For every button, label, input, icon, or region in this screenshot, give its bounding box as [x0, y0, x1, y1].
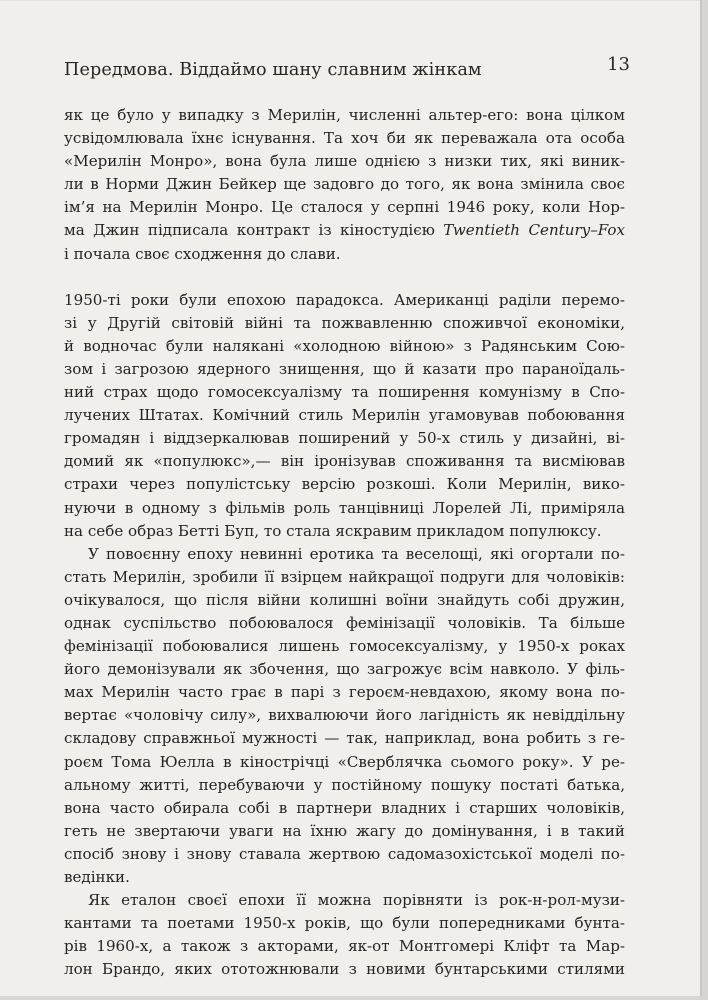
text-line-with-title — [64, 219, 625, 242]
text-line: вертає «чоловічу силу», вихвалюючи його лагідність як невіддільну — [64, 706, 625, 725]
text-line: кантами та поетами 1950-х років, що були попередниками бунта- — [64, 914, 625, 933]
text-line: усвідомлювала їхнє існування. Та хоч би як переважала ота особа — [64, 129, 625, 148]
text-line: зі у Другій світовій війні та пожвавленню споживчої економіки, — [64, 313, 625, 332]
text-line: вона часто обирала собі в партнери владних і старших чоловіків, — [64, 798, 625, 817]
page-number: 13 — [607, 54, 630, 75]
text-line: «Мерилін Монро», вона була лише однією з низки тих, які виник- — [64, 152, 625, 171]
text-line: роєм Тома Юелла в кінострічці «Сверблячка сьомого року». У ре- — [64, 752, 625, 771]
text-line: ний страх щодо гомосексуалізму та поширення комунізму в Спо- — [64, 383, 625, 402]
text-line: як це було у випадку з Мерилін, численні альтер-его: вона цілком — [64, 106, 625, 124]
body-text — [64, 104, 625, 981]
text-line: очікувалося, що після війни колишні воїни знайдуть собі дружин, — [64, 590, 625, 609]
text-line: лучених Штатах. Комічний стиль Мерилін угамовував побоювання — [64, 406, 625, 425]
text-fragment: ма Джин підписала контракт із кіностудією — [64, 221, 435, 240]
paragraph-4 — [64, 889, 625, 981]
paragraph-1 — [64, 104, 625, 266]
text-line: на себе образ Бетті Буп, то стала яскравим прикладом популюксу. — [64, 521, 602, 540]
text-line: й водночас були налякані «холодною війною» з Радянським Сою- — [64, 336, 625, 355]
text-line: однак суспільство побоювалося фемінізації чоловіків. Та більше — [64, 613, 625, 632]
text-line: лон Брандо, яких ототожнювали з новими бунтарськими стилями — [64, 960, 625, 979]
text-line: зом і загрозою ядерного знищення, що й казати про параноїдаль- — [64, 359, 625, 378]
text-line: його демонізували як збочення, що загрожує всім навколо. У філь- — [64, 660, 625, 679]
paragraph-3 — [64, 543, 625, 889]
text-line: громадян і віддзеркалював поширений у 50-х стиль у дизайні, ві- — [64, 429, 625, 448]
text-line: ім’я на Мерилін Монро. Це сталося у серпні 1946 року, коли Нор- — [64, 198, 625, 217]
text-line: рів 1960-х, а також з акторами, як-от Монтгомері Кліфт та Мар- — [64, 937, 625, 956]
text-line: У повоєнну епоху невинні еротика та веселощі, які огортали по- — [88, 544, 625, 563]
text-line: стать Мерилін, зробили її взірцем найкращої подруги для чоловіків: — [64, 567, 625, 586]
text-line: страхи через популістську версію розкоші. Коли Мерилін, вико- — [64, 475, 625, 494]
studio-name: Twentieth Century–Fox — [443, 221, 625, 240]
running-title: Передмова. Віддаймо шану славним жінкам — [64, 60, 482, 80]
text-line: геть не звертаючи уваги на їхню жагу до домінування, і в такий — [64, 821, 625, 840]
paragraph-2 — [64, 289, 625, 543]
text-line: альному житті, перебуваючи у постійному пошуку постаті батька, — [64, 775, 625, 794]
text-line: і почала своє сходження до слави. — [64, 244, 341, 263]
text-line: домий як «популюкс»,— він іронізував споживання та висміював — [64, 452, 625, 471]
text-line: мах Мерилін часто грає в парі з героєм-невдахою, якому вона по- — [64, 683, 625, 702]
text-line: Як еталон своєї епохи її можна порівняти із рок-н-рол-музи- — [88, 891, 625, 910]
text-line: складову справжньої мужності — так, наприклад, вона робить з ге- — [64, 729, 625, 748]
text-line: ли в Норми Джин Бейкер ще задовго до того, як вона змінила своє — [64, 175, 625, 194]
page-header — [64, 54, 630, 84]
text-line: 1950-ті роки були епохою парадокса. Американці раділи перемо- — [64, 290, 625, 309]
text-line: спосіб знову і знову ставала жертвою садомазохістської моделі по- — [64, 844, 625, 863]
paragraph-gap — [64, 266, 625, 289]
text-line: нуючи в одному з фільмів роль танцівниці Лорелей Лі, приміряла — [64, 498, 625, 517]
text-line: ведінки. — [64, 868, 130, 886]
text-line: фемінізації побоювалися лишень гомосексуалізму, у 1950-х роках — [64, 637, 625, 656]
